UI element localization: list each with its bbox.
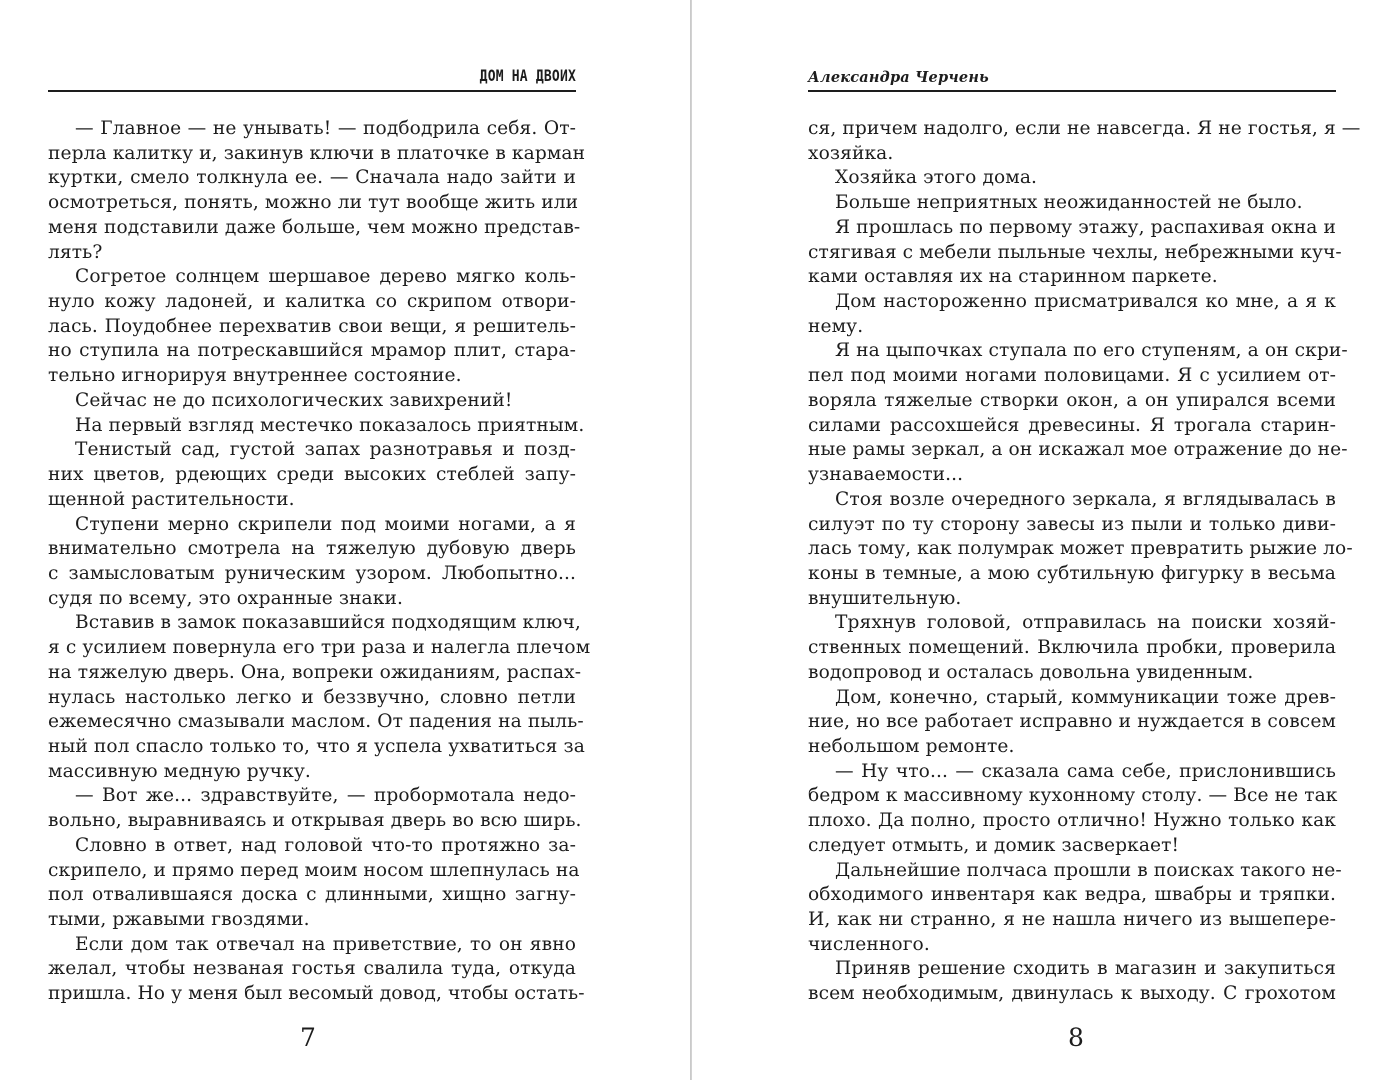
right-page-number: 8: [1068, 1023, 1084, 1052]
text-line: силами рассохшейся древесины. Я трогала старин-: [808, 414, 1336, 436]
text-line: водопровод и осталась довольна увиденным.: [808, 661, 1254, 683]
text-line: желал, чтобы незваная гостья свалила туда, откуда: [48, 958, 576, 980]
text-line: ный пол спасло только то, что я успела ухватиться за: [48, 735, 585, 757]
right-page: [808, 0, 1361, 1080]
text-line: меня подставили даже больше, чем можно представ-: [48, 216, 581, 238]
text-line: Ступени мерно скрипели под моими ногами, а я: [75, 513, 576, 535]
text-line: всем необходимым, двинулась к выходу. С грохотом: [808, 983, 1336, 1005]
left-running-head-title: ДОМ НА ДВОИХ: [479, 67, 576, 86]
text-line: внимательно смотрела на тяжелую дубовую дверь: [48, 538, 576, 560]
text-line: Если дом так отвечал на приветствие, то он явно: [75, 933, 576, 955]
text-line: Я прошлась по первому этажу, распахивая окна и: [835, 216, 1336, 238]
text-line: нулась настолько легко и беззвучно, словно петли: [48, 686, 576, 708]
text-line: Дальнейшие полчаса прошли в поисках такого не-: [835, 859, 1342, 881]
text-line: Я на цыпочках ступала по его ступеням, а он скри-: [835, 340, 1348, 362]
text-line: лась тому, как полумрак может превратить рыжие ло-: [808, 538, 1353, 560]
right-running-head: [808, 66, 1336, 92]
text-line: тыми, ржавыми гвоздями.: [48, 909, 310, 930]
text-line: лять?: [48, 241, 103, 263]
text-line: плохо. Да полно, просто отлично! Нужно только как: [808, 810, 1336, 832]
right-running-head-author: Александра Черчень: [808, 69, 989, 86]
text-line: вольно, выравниваясь и открывая дверь во всю ширь.: [48, 810, 582, 832]
text-line: с замысловатым руническим узором. Любопытно...: [48, 562, 576, 584]
text-line: хозяйка.: [808, 142, 894, 164]
text-line: но ступила на потрескавшийся мрамор плит, стара-: [48, 340, 576, 362]
left-page-body: [48, 117, 591, 1007]
text-line: На первый взгляд местечко показалось приятным.: [75, 414, 585, 436]
text-line: Стоя возле очередного зеркала, я вглядывалась в: [835, 488, 1336, 510]
text-line: внушительную.: [808, 587, 962, 609]
text-line: Тенистый сад, густой запах разнотравья и позд-: [75, 439, 576, 461]
text-line: стягивая с мебели пыльные чехлы, небрежными куч-: [808, 241, 1342, 263]
text-line: — Вот же... здравствуйте, — пробормотала недо-: [75, 785, 576, 807]
text-line: И, как ни странно, я не нашла ничего из вышепере-: [808, 909, 1336, 930]
text-line: численного.: [808, 933, 930, 955]
text-line: ные рамы зеркал, а он искажал мое отражение до не-: [808, 439, 1348, 461]
text-line: Дом, конечно, старый, коммуникации тоже древ-: [835, 686, 1336, 708]
left-page-number: 7: [300, 1023, 316, 1052]
text-line: Приняв решение сходить в магазин и закупиться: [835, 958, 1336, 980]
text-line: тельно игнорируя внутреннее состояние.: [48, 365, 462, 387]
text-line: нуло кожу ладоней, и калитка со скрипом отвори-: [48, 291, 576, 313]
text-line: Вставив в замок показавшийся подходящим ключ,: [75, 612, 581, 634]
text-line: нему.: [808, 315, 864, 337]
text-line: щенной растительности.: [48, 488, 295, 510]
text-line: скрипело, и прямо перед моим носом шлепнулась на: [48, 859, 580, 881]
text-line: лась. Поудобнее перехватив свои вещи, я решитель-: [48, 315, 576, 337]
text-line: куртки, смело толкнула ее. — Сначала надо зайти и: [48, 167, 576, 189]
text-line: Тряхнув головой, отправилась на поиски хозяй-: [835, 612, 1336, 634]
text-line: на тяжелую дверь. Она, вопреки ожиданиям, распах-: [48, 661, 582, 683]
text-line: обходимого инвентаря как ведра, швабры и тряпки.: [808, 884, 1336, 906]
text-line: воряла тяжелые створки окон, а он упирался всеми: [808, 389, 1336, 411]
text-line: пел под моими ногами половицами. Я с усилием от-: [808, 365, 1336, 387]
text-line: — Ну что... — сказала сама себе, прислонившись: [835, 760, 1336, 782]
left-running-head: [48, 66, 576, 92]
text-line: ками оставляя их на старинном паркете.: [808, 266, 1218, 288]
text-line: следует отмыть, и домик засверкает!: [808, 834, 1180, 856]
text-line: ственных помещений. Включила пробки, проверила: [808, 637, 1336, 659]
text-line: ежемесячно смазывали маслом. От падения на пыль-: [48, 711, 584, 733]
text-line: осмотреться, понять, можно ли тут вообще жить или: [48, 192, 579, 214]
text-line: я с усилием повернула его три раза и налегла плечом: [48, 637, 591, 659]
text-line: ся, причем надолго, если не навсегда. Я не гостья, я —: [808, 118, 1361, 139]
text-line: Хозяйка этого дома.: [835, 167, 1038, 189]
text-line: судя по всему, это охранные знаки.: [48, 587, 403, 609]
text-line: силуэт по ту сторону завесы из пыли и только диви-: [808, 513, 1336, 535]
text-line: ние, но все работает исправно и нуждается в совсем: [808, 711, 1336, 733]
text-line: пол отвалившаяся доска с длинными, хищно загну-: [48, 884, 576, 906]
text-line: пришла. Но у меня был весомый довод, чтобы остать-: [48, 983, 585, 1005]
text-line: Согретое солнцем шершавое дерево мягко коль-: [75, 266, 576, 288]
text-line: Словно в ответ, над головой что-то протяжно за-: [75, 834, 576, 856]
text-line: — Главное — не унывать! — подбодрила себя. От-: [75, 118, 576, 139]
text-line: перла калитку и, закинув ключи в платочке в карман: [48, 142, 586, 164]
text-line: Дом настороженно присматривался ко мне, а я к: [835, 291, 1336, 313]
text-line: Сейчас не до психологических завихрений!: [75, 389, 513, 411]
text-line: небольшом ремонте.: [808, 735, 1015, 757]
text-line: бедром к массивному кухонному столу. — Все не так: [808, 785, 1338, 807]
text-line: Больше неприятных неожиданностей не было.: [835, 192, 1303, 214]
text-line: коны в темные, а мою субтильную фигурку в весьма: [808, 562, 1336, 584]
text-line: узнаваемости...: [808, 464, 964, 486]
text-line: них цветов, рдеющих среди высоких стеблей запу-: [48, 464, 576, 486]
text-line: массивную медную ручку.: [48, 760, 311, 782]
left-page: [48, 0, 591, 1080]
book-gutter: [690, 0, 692, 1080]
right-page-body: [808, 117, 1361, 1007]
